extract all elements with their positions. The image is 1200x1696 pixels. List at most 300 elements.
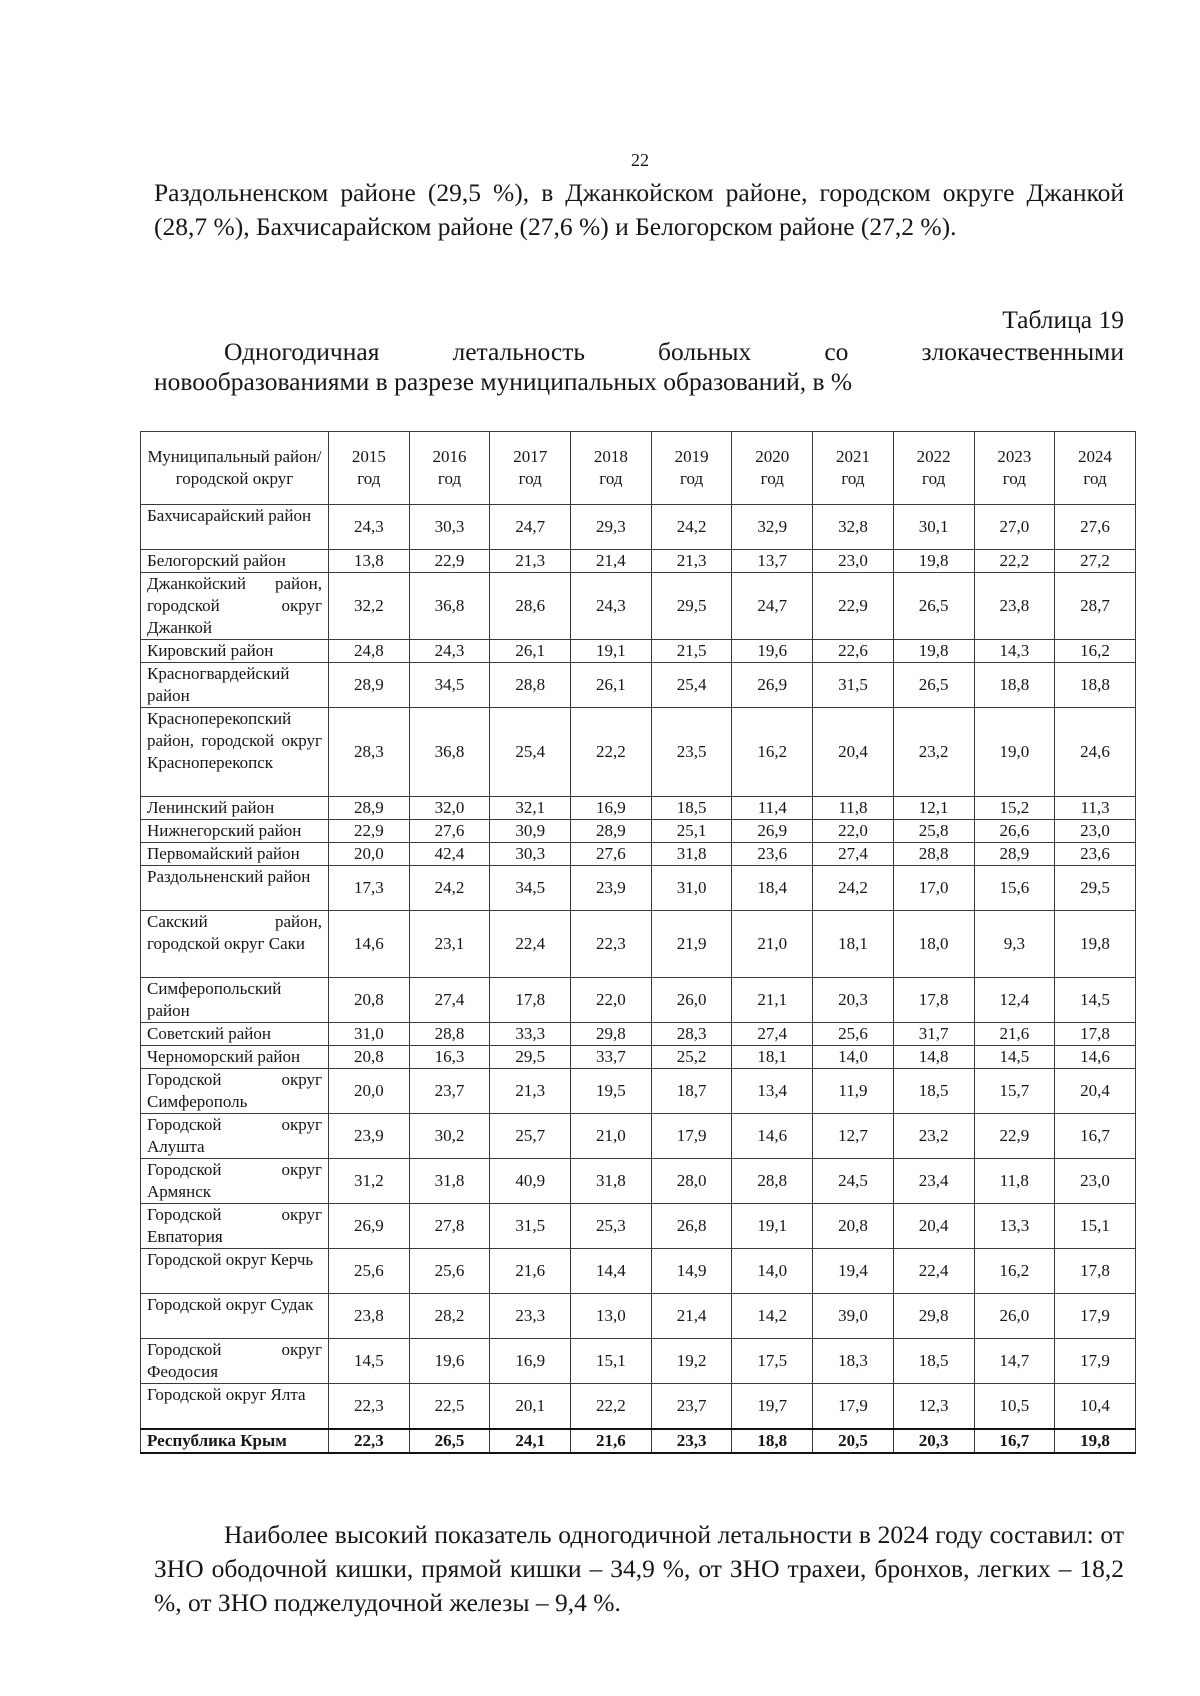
table-row [141,663,1136,708]
lethality-value: 17,5 [732,1339,813,1384]
lethality-value: 16,7 [974,1429,1055,1453]
lethality-value: 14,0 [813,1046,894,1069]
lethality-value: 18,0 [893,911,974,978]
lethality-value: 27,0 [974,505,1055,550]
caption-word: больных [658,337,752,366]
table-row [141,911,1136,978]
table-body [141,505,1136,1454]
header-year-suffix: год [1002,469,1026,488]
lethality-value: 30,9 [490,820,571,843]
lethality-value: 31,2 [329,1159,410,1204]
lethality-value: 23,9 [571,866,652,911]
lethality-value: 26,6 [974,820,1055,843]
header-year [490,432,571,505]
lethality-value: 15,6 [974,866,1055,911]
lethality-value: 22,3 [329,1429,410,1453]
lethality-value: 21,3 [490,550,571,573]
municipality-name: Городской округ Алушта [141,1114,329,1159]
lethality-value: 24,2 [409,866,490,911]
lethality-value: 26,9 [329,1204,410,1249]
lethality-value: 16,2 [732,708,813,797]
lethality-value: 31,0 [651,866,732,911]
table-row [141,1114,1136,1159]
lethality-value: 22,9 [974,1114,1055,1159]
lethality-value: 22,0 [813,820,894,843]
lethality-value: 25,7 [490,1114,571,1159]
header-year-suffix: год [679,469,704,488]
lethality-value: 18,1 [813,911,894,978]
lethality-value: 19,7 [732,1384,813,1430]
lethality-value: 16,2 [974,1249,1055,1294]
lethality-value: 28,8 [490,663,571,708]
lethality-value: 28,6 [490,573,571,640]
lethality-value: 20,1 [490,1384,571,1430]
lethality-value: 25,4 [490,708,571,797]
lethality-value: 17,9 [1055,1339,1136,1384]
lethality-value: 30,1 [893,505,974,550]
lethality-value: 19,6 [732,640,813,663]
lethality-value: 32,0 [409,797,490,820]
lethality-value: 42,4 [409,843,490,866]
lethality-value: 13,7 [732,550,813,573]
lethality-value: 26,1 [571,663,652,708]
caption-word: злокачественными [921,337,1124,366]
header-year-suffix: год [599,469,623,488]
lethality-value: 20,0 [329,1069,410,1114]
lethality-value: 19,8 [1055,1429,1136,1453]
lethality-value: 31,5 [490,1204,571,1249]
lethality-value: 19,6 [409,1339,490,1384]
lethality-value: 24,7 [490,505,571,550]
header-year-number: 2017 [513,447,548,466]
header-year-number: 2021 [835,447,870,466]
header-year-number: 2022 [916,447,951,466]
lethality-value: 13,3 [974,1204,1055,1249]
lethality-value: 19,1 [732,1204,813,1249]
municipality-name: Городской округ Армянск [141,1159,329,1204]
lethality-value: 32,2 [329,573,410,640]
lethality-value: 24,3 [571,573,652,640]
lethality-value: 22,9 [813,573,894,640]
lethality-value: 26,0 [974,1294,1055,1339]
lethality-value: 32,8 [813,505,894,550]
table-row [141,978,1136,1023]
lethality-value: 16,9 [571,797,652,820]
lethality-value: 26,0 [651,978,732,1023]
header-year [329,432,410,505]
lethality-value: 14,2 [732,1294,813,1339]
lethality-value: 21,6 [974,1023,1055,1046]
lethality-value: 23,0 [1055,820,1136,843]
lethality-value: 25,6 [329,1249,410,1294]
lethality-value: 40,9 [490,1159,571,1204]
municipality-name: Кировский район [141,640,329,663]
lethality-value: 14,0 [732,1249,813,1294]
municipality-name: Белогорский район [141,550,329,573]
lethality-value: 23,3 [490,1294,571,1339]
header-year [651,432,732,505]
lethality-value: 29,3 [571,505,652,550]
lethality-value: 31,8 [571,1159,652,1204]
header-year [974,432,1055,505]
lethality-value: 22,0 [571,978,652,1023]
lethality-value: 18,5 [893,1339,974,1384]
lethality-value: 16,7 [1055,1114,1136,1159]
lethality-value: 31,8 [651,843,732,866]
lethality-value: 19,0 [974,708,1055,797]
header-year-suffix: год [437,469,462,488]
municipality-name: Ленинский район [141,797,329,820]
lethality-value: 26,9 [732,820,813,843]
caption-line-1 [154,337,1124,367]
lethality-value: 26,8 [651,1204,732,1249]
lethality-value: 28,8 [732,1159,813,1204]
lethality-value: 21,4 [571,550,652,573]
table-row [141,550,1136,573]
municipality-name: Симферопольский район [141,978,329,1023]
table-header-row [141,432,1136,505]
lethality-value: 28,9 [974,843,1055,866]
lethality-value: 18,7 [651,1069,732,1114]
lethality-value: 28,7 [1055,573,1136,640]
header-year-suffix: год [760,469,784,488]
lethality-value: 32,1 [490,797,571,820]
lethality-value: 19,4 [813,1249,894,1294]
header-year-suffix: год [357,469,381,488]
lethality-value: 21,6 [571,1429,652,1453]
lethality-value: 30,3 [409,505,490,550]
lethality-value: 36,8 [409,708,490,797]
lethality-value: 21,0 [732,911,813,978]
lethality-value: 11,8 [974,1159,1055,1204]
lethality-value: 20,8 [329,978,410,1023]
lethality-value: 12,7 [813,1114,894,1159]
lethality-value: 25,3 [571,1204,652,1249]
lethality-value: 21,9 [651,911,732,978]
table-row [141,505,1136,550]
lethality-value: 18,3 [813,1339,894,1384]
lethality-value: 20,3 [893,1429,974,1453]
lethality-value: 31,8 [409,1159,490,1204]
lethality-value: 18,8 [1055,663,1136,708]
lethality-value: 23,4 [893,1159,974,1204]
lethality-value: 22,4 [490,911,571,978]
lethality-value: 24,3 [329,505,410,550]
lethality-value: 19,8 [1055,911,1136,978]
lethality-value: 12,4 [974,978,1055,1023]
page-number: 22 [631,150,649,170]
lethality-value: 25,2 [651,1046,732,1069]
lethality-value: 19,8 [893,550,974,573]
lethality-value: 23,6 [732,843,813,866]
lethality-value: 20,3 [813,978,894,1023]
bottom-paragraph: Наиболее высокий показатель одногодичной летальности в 2024 году составил: от ЗНО ободочной кишки, прямой кишки – 34,9 %, от ЗНО трахеи, бронхов, легких – 18,2 %, от ЗНО поджелудочной железы – 9,4 %. [154,1520,1124,1617]
lethality-value: 24,2 [651,505,732,550]
header-year-number: 2023 [997,447,1032,466]
header-year-suffix: год [922,469,946,488]
municipality-name: Городской округ Симферополь [141,1069,329,1114]
lethality-value: 26,5 [893,573,974,640]
lethality-value: 13,0 [571,1294,652,1339]
caption-line-2: новообразованиями в разрезе муниципальных образований, в % [154,367,853,396]
lethality-value: 14,9 [651,1249,732,1294]
lethality-value: 21,1 [732,978,813,1023]
header-year [1055,432,1136,505]
lethality-value: 24,7 [732,573,813,640]
lethality-value: 22,6 [813,640,894,663]
lethality-value: 33,3 [490,1023,571,1046]
lethality-value: 14,5 [1055,978,1136,1023]
caption-word: летальность [452,337,585,366]
lethality-value: 14,5 [329,1339,410,1384]
lethality-value: 23,7 [409,1069,490,1114]
lethality-value: 22,9 [329,820,410,843]
lethality-value: 29,8 [893,1294,974,1339]
lethality-value: 23,7 [651,1384,732,1430]
lethality-value: 39,0 [813,1294,894,1339]
lethality-value: 14,5 [974,1046,1055,1069]
lethality-value: 18,8 [732,1429,813,1453]
lethality-value: 28,3 [651,1023,732,1046]
lethality-value: 14,3 [974,640,1055,663]
lethality-value: 14,7 [974,1339,1055,1384]
lethality-value: 31,7 [893,1023,974,1046]
lethality-value: 31,5 [813,663,894,708]
lethality-value: 11,9 [813,1069,894,1114]
lethality-table [140,431,1136,1454]
lethality-value: 24,1 [490,1429,571,1453]
lethality-value: 23,0 [1055,1159,1136,1204]
municipality-name: Джанкойский район, городской округ Джанкой [141,573,329,640]
lethality-value: 19,5 [571,1069,652,1114]
table-row [141,1339,1136,1384]
lethality-value: 29,5 [651,573,732,640]
lethality-value: 11,8 [813,797,894,820]
lethality-value: 28,9 [329,797,410,820]
lethality-value: 22,9 [409,550,490,573]
lethality-value: 20,0 [329,843,410,866]
header-municipality: Муниципальный район/ городской округ [141,432,329,505]
lethality-value: 15,1 [1055,1204,1136,1249]
lethality-value: 24,2 [813,866,894,911]
lethality-value: 24,6 [1055,708,1136,797]
lethality-value: 23,1 [409,911,490,978]
lethality-value: 27,4 [732,1023,813,1046]
table-total-row [141,1429,1136,1453]
lethality-value: 29,5 [1055,866,1136,911]
municipality-name: Городской округ Ялта [141,1384,329,1430]
lethality-value: 12,3 [893,1384,974,1430]
lethality-value: 14,8 [893,1046,974,1069]
lethality-value: 25,8 [893,820,974,843]
lethality-value: 22,5 [409,1384,490,1430]
top-paragraph: Раздольненском районе (29,5 %), в Джанкойском районе, городском округе Джанкой (28,7 %), Бахчисарайском районе (27,6 %) и Белогорском районе (27,2 %). [154,178,1124,241]
lethality-value: 24,8 [329,640,410,663]
table-row [141,1249,1136,1294]
lethality-value: 18,1 [732,1046,813,1069]
lethality-value: 14,6 [732,1114,813,1159]
table-row [141,1069,1136,1114]
lethality-value: 27,4 [813,843,894,866]
lethality-value: 27,6 [571,843,652,866]
lethality-value: 16,9 [490,1339,571,1384]
table-row [141,797,1136,820]
lethality-value: 23,3 [651,1429,732,1453]
lethality-value: 26,1 [490,640,571,663]
lethality-value: 22,3 [571,911,652,978]
lethality-value: 27,6 [409,820,490,843]
lethality-value: 20,4 [813,708,894,797]
lethality-value: 28,8 [893,843,974,866]
lethality-value: 23,6 [1055,843,1136,866]
lethality-value: 28,9 [571,820,652,843]
lethality-value: 25,4 [651,663,732,708]
lethality-value: 9,3 [974,911,1055,978]
lethality-value: 11,3 [1055,797,1136,820]
lethality-value: 34,5 [409,663,490,708]
lethality-value: 14,6 [329,911,410,978]
lethality-value: 21,6 [490,1249,571,1294]
lethality-value: 20,8 [329,1046,410,1069]
header-year-number: 2019 [674,447,709,466]
lethality-value: 10,4 [1055,1384,1136,1430]
table-label: Таблица 19 [1002,305,1124,334]
table-row [141,1294,1136,1339]
municipality-name: Городской округ Керчь [141,1249,329,1294]
lethality-value: 18,8 [974,663,1055,708]
table-row [141,1204,1136,1249]
lethality-value: 21,5 [651,640,732,663]
lethality-value: 20,4 [893,1204,974,1249]
lethality-value: 15,2 [974,797,1055,820]
lethality-value: 23,9 [329,1114,410,1159]
table-row [141,820,1136,843]
lethality-value: 28,0 [651,1159,732,1204]
lethality-value: 17,9 [1055,1294,1136,1339]
lethality-value: 29,8 [571,1023,652,1046]
header-year-suffix: год [518,469,542,488]
lethality-value: 19,2 [651,1339,732,1384]
header-year [732,432,813,505]
lethality-value: 24,3 [409,640,490,663]
lethality-value: 15,7 [974,1069,1055,1114]
header-year [409,432,490,505]
lethality-value: 30,2 [409,1114,490,1159]
municipality-name: Бахчисарайский район [141,505,329,550]
table-row [141,708,1136,797]
header-year-number: 2015 [351,447,386,466]
lethality-value: 23,2 [893,1114,974,1159]
lethality-value: 27,2 [1055,550,1136,573]
lethality-value: 23,8 [329,1294,410,1339]
lethality-value: 22,4 [893,1249,974,1294]
lethality-value: 10,5 [974,1384,1055,1430]
lethality-value: 22,3 [329,1384,410,1430]
municipality-name: Красногвардейский район [141,663,329,708]
lethality-value: 22,2 [571,1384,652,1430]
lethality-value: 31,0 [329,1023,410,1046]
lethality-value: 17,9 [651,1114,732,1159]
municipality-name: Раздольненский район [141,866,329,911]
lethality-value: 28,8 [409,1023,490,1046]
lethality-value: 28,9 [329,663,410,708]
municipality-name: Первомайский район [141,843,329,866]
lethality-value: 27,4 [409,978,490,1023]
lethality-value: 25,6 [813,1023,894,1046]
lethality-value: 18,5 [893,1069,974,1114]
header-year-suffix: год [841,469,865,488]
caption-word: со [824,337,849,366]
caption-word: Одногодичная [224,337,380,366]
table-row [141,573,1136,640]
municipality-name: Городской округ Феодосия [141,1339,329,1384]
lethality-value: 14,4 [571,1249,652,1294]
header-year-suffix: год [1083,469,1107,488]
municipality-name: Советский район [141,1023,329,1046]
table-row [141,1023,1136,1046]
lethality-value: 21,0 [571,1114,652,1159]
lethality-value: 25,6 [409,1249,490,1294]
header-year [571,432,652,505]
lethality-value: 17,0 [893,866,974,911]
municipality-name: Городской округ Евпатория [141,1204,329,1249]
table-row [141,866,1136,911]
lethality-value: 17,9 [813,1384,894,1430]
lethality-value: 28,2 [409,1294,490,1339]
lethality-value: 13,4 [732,1069,813,1114]
lethality-value: 11,4 [732,797,813,820]
lethality-value: 21,3 [651,550,732,573]
lethality-value: 21,3 [490,1069,571,1114]
lethality-value: 26,5 [893,663,974,708]
table-row [141,1384,1136,1430]
lethality-value: 34,5 [490,866,571,911]
lethality-value: 17,8 [1055,1249,1136,1294]
municipality-name: Красноперекопский район, городской округ Красноперекопск [141,708,329,797]
lethality-value: 17,8 [490,978,571,1023]
table-row [141,1046,1136,1069]
header-year-number: 2024 [1078,447,1113,466]
lethality-value: 33,7 [571,1046,652,1069]
lethality-value: 14,6 [1055,1046,1136,1069]
lethality-value: 29,5 [490,1046,571,1069]
lethality-value: 25,1 [651,820,732,843]
table-caption [154,337,1124,397]
lethality-value: 17,8 [1055,1023,1136,1046]
lethality-value: 23,2 [893,708,974,797]
lethality-value: 19,8 [893,640,974,663]
lethality-value: 18,4 [732,866,813,911]
lethality-value: 20,4 [1055,1069,1136,1114]
lethality-value: 15,1 [571,1339,652,1384]
lethality-value: 19,1 [571,640,652,663]
lethality-value: 36,8 [409,573,490,640]
municipality-name: Городской округ Судак [141,1294,329,1339]
lethality-value: 17,8 [893,978,974,1023]
lethality-value: 27,8 [409,1204,490,1249]
lethality-value: 24,5 [813,1159,894,1204]
lethality-value: 23,0 [813,550,894,573]
header-year [893,432,974,505]
lethality-value: 30,3 [490,843,571,866]
lethality-value: 20,8 [813,1204,894,1249]
lethality-value: 23,5 [651,708,732,797]
lethality-value: 32,9 [732,505,813,550]
lethality-value: 23,8 [974,573,1055,640]
lethality-value: 26,5 [409,1429,490,1453]
header-year [813,432,894,505]
lethality-value: 20,5 [813,1429,894,1453]
